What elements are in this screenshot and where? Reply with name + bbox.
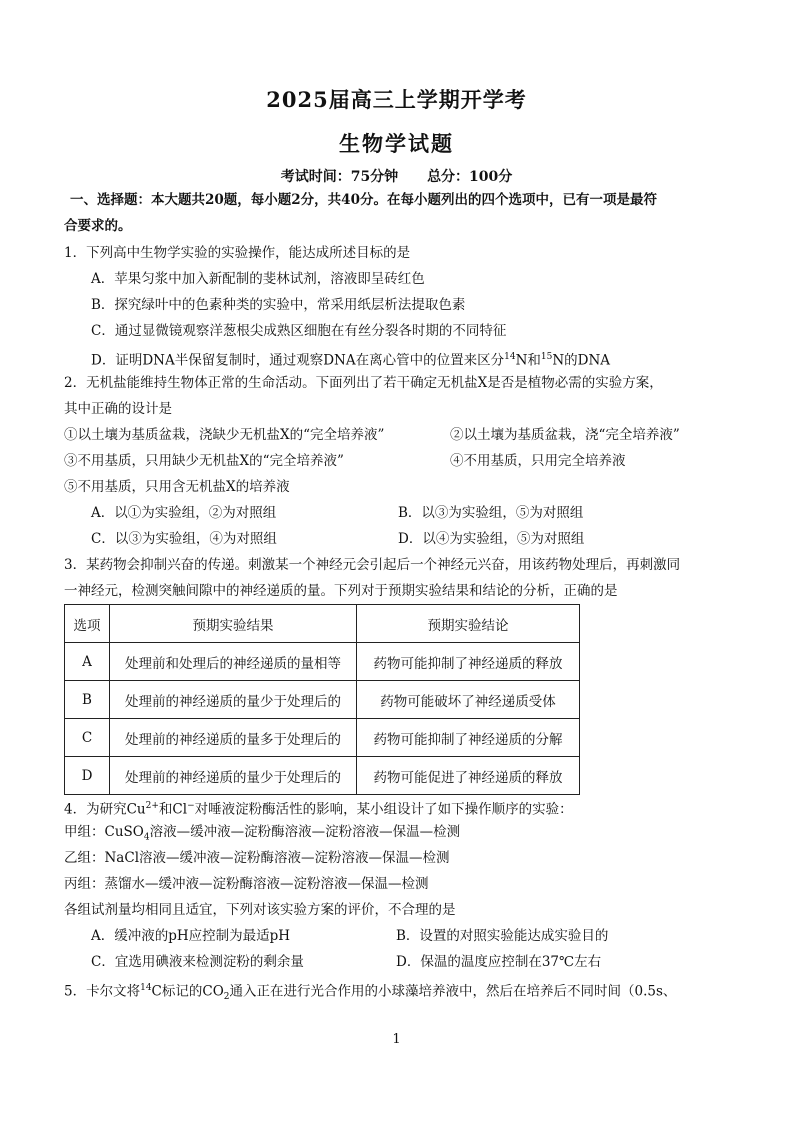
q2-option-d: D．以④为实验组，⑤为对照组 [398,531,585,547]
q2-plan-5: ⑤不用基质，只用含无机盐X的培养液 [64,479,290,495]
q2-plan-3: ③不用基质，只用缺少无机盐X的“完全培养液” [64,453,344,469]
table-cell: A [65,643,110,681]
exam-time: 考试时间：75分钟 [280,169,399,185]
section-heading-cont: 合要求的。 [64,218,132,234]
table-cell: B [65,681,110,719]
table-cell: 药物可能抑制了神经递质的分解 [357,719,580,757]
q1-option-d: D．证明DNA半保留复制时，通过观察DNA在离心管中的位置来区分$^{14}$N和$^{15}$N的DNA [91,352,611,369]
q4-note: 各组试剂量均相同且适宜，下列对该实验方案的评价，不合理的是 [64,902,456,918]
table-header-row [65,605,580,643]
q2-plan-1: ①以土壤为基质盆栽，浇缺少无机盐X的“完全培养液” [64,427,385,443]
table-cell: 药物可能促进了神经递质的释放 [357,757,580,795]
table-cell: 药物可能破坏了神经递质受体 [357,681,580,719]
q4-stem: 4．为研究$Cu^{2+}$和Cl−对唾液淀粉酶活性的影响，某小组设计了如下操作顺序的实验： [64,801,573,818]
table-cell: 处理前和处理后的神经递质的量相等 [110,643,357,681]
exam-score: 总分：100分 [427,169,513,185]
q4-option-b: B．设置的对照实验能达成实验目的 [396,928,609,944]
q2-option-c: C．以③为实验组，④为对照组 [91,531,277,547]
q4-option-c: C．宜选用碘液来检测淀粉的剩余量 [91,954,304,970]
exam-meta [0,166,793,186]
q2-stem: 2．无机盐能维持生物体正常的生命活动。下面列出了若干确定无机盐X是否是植物必需的实验方案， [64,375,663,391]
table-row [65,757,580,795]
q4-group-bing: 丙组：蒸馏水—缓冲液—淀粉酶溶液—淀粉溶液—保温—检测 [64,876,429,892]
q3-stem-cont: 一神经元，检测突触间隙中的神经递质的量。下列对于预期实验结果和结论的分析，正确的是 [64,583,618,599]
q1-stem: 1．下列高中生物学实验的实验操作，能达成所述目标的是 [64,245,411,261]
q2-stem-cont: 其中正确的设计是 [64,401,172,417]
q2-option-a: A．以①为实验组，②为对照组 [91,505,277,521]
q2-option-b: B．以③为实验组，⑤为对照组 [398,505,584,521]
section-heading: 一、选择题：本大题共20题，每小题2分，共40分。在每小题列出的四个选项中，已有一项是最符 [70,192,657,208]
q1-option-a: A．苹果匀浆中加入新配制的斐林试剂，溶液即呈砖红色 [91,271,425,287]
table-row [65,719,580,757]
table-cell: 处理前的神经递质的量少于处理后的 [110,681,357,719]
q4-option-d: D．保温的温度应控制在37℃左右 [396,954,602,970]
subject-title: 生物学试题 [339,131,454,156]
table-header-cell: 预期实验结论 [357,605,580,643]
q4-group-yi: 乙组：NaCl溶液—缓冲液—淀粉酶溶液—淀粉溶液—保温—检测 [64,850,450,866]
q1-option-b: B．探究绿叶中的色素种类的实验中，常采用纸层析法提取色素 [91,297,466,313]
q1-option-c: C．通过显微镜观察洋葱根尖成熟区细胞在有丝分裂各时期的不同特征 [91,323,507,339]
page-number: 1 [392,1032,401,1047]
table-cell: D [65,757,110,795]
table-cell: 药物可能抑制了神经递质的释放 [357,643,580,681]
q3-stem: 3．某药物会抑制兴奋的传递。刺激某一个神经元会引起后一个神经元兴奋，用该药物处理后，再刺激同 [64,557,681,573]
table-row [65,681,580,719]
q4-group-jia: 甲组：CuSO$_4$溶液—缓冲液—淀粉酶溶液—淀粉溶液—保温—检测 [64,824,461,843]
q4-option-a: A．缓冲液的pH应控制为最适pH [91,928,291,944]
q3-table [64,604,580,795]
table-header-cell: 选项 [65,605,110,643]
table-cell: C [65,719,110,757]
q2-plan-2: ②以土壤为基质盆栽，浇“完全培养液” [450,427,680,443]
q2-plan-4: ④不用基质，只用完全培养液 [450,453,626,469]
table-header-cell: 预期实验结果 [110,605,357,643]
table-cell: 处理前的神经递质的量多于处理后的 [110,719,357,757]
exam-title: 2025届高三上学期开学考 [266,87,527,112]
q5-stem: 5．卡尔文将$^{14}$C标记的$CO_2$通入正在进行光合作用的小球藻培养液中，然后在培养后不同时间（0.5s、 [64,983,677,1003]
table-row [65,643,580,681]
table-cell: 处理前的神经递质的量少于处理后的 [110,757,357,795]
